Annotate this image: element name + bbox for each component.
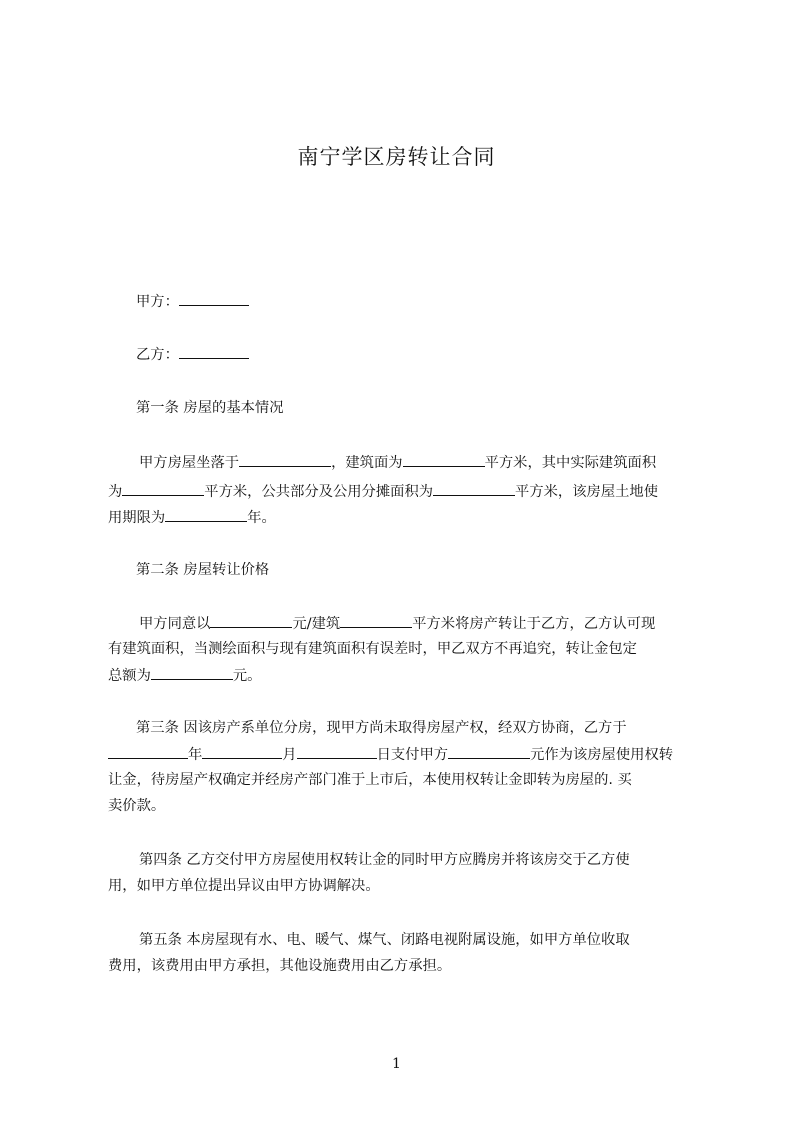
article3-line1: 第三条 因该房产系单位分房，现甲方尚未取得房屋产权，经双方协商，乙方于	[136, 720, 627, 736]
total-amount-blank	[151, 665, 233, 680]
text-segment: 总额为	[108, 668, 151, 684]
text-segment: 月	[282, 747, 297, 763]
party-a-line	[136, 291, 249, 312]
article5-line1: 第五条 本房屋现有水、电、暖气、煤气、闭路电视附属设施，如甲方单位收取	[139, 932, 630, 948]
actual-area-blank	[122, 481, 204, 496]
text-segment: 甲方房屋坐落于	[139, 455, 240, 471]
article5-line2: 费用，该费用由甲方承担，其他设施费用由乙方承担。	[108, 958, 452, 974]
article2-line2: 有建筑面积，当测绘面积与现有建筑面积有误差时，甲乙双方不再追究，转让金包定	[108, 641, 637, 657]
text-segment: 用期限为	[108, 510, 166, 526]
party-b-label: 乙方：	[136, 347, 179, 363]
article1-line1	[139, 452, 656, 473]
party-b-line	[136, 344, 249, 365]
article1-line2	[108, 481, 658, 502]
party-a-blank	[179, 291, 249, 306]
article3-line3: 让金，待房屋产权确定并经房产部门准于上市后，本使用权转让金即转为房屋的. 买	[108, 772, 632, 788]
month-blank	[202, 744, 282, 759]
text-segment: 元。	[232, 668, 262, 684]
text-segment: 日支付甲方	[376, 747, 449, 763]
article3-line2	[108, 744, 673, 765]
land-term-blank	[165, 507, 247, 522]
text-segment: 甲方同意以	[139, 616, 211, 632]
page-number: 1	[392, 1056, 401, 1072]
text-segment: 平方米，其中实际建筑面积	[484, 455, 657, 471]
text-segment: 平方米，公共部分及公用分摊面积为	[204, 484, 434, 500]
text-segment: 年。	[247, 510, 276, 526]
article1-line3	[108, 507, 276, 528]
year-blank	[108, 744, 188, 759]
party-a-label: 甲方：	[136, 294, 179, 310]
text-segment: 元作为该房屋使用权转	[530, 747, 674, 763]
article2-heading: 第二条 房屋转让价格	[136, 562, 270, 578]
party-b-blank	[179, 344, 249, 359]
document-title: 南宁学区房转让合同	[297, 145, 496, 169]
per-area-blank	[340, 613, 412, 628]
article1-heading: 第一条 房屋的基本情况	[136, 400, 284, 416]
text-segment: 元/建筑	[292, 616, 341, 632]
article2-line3	[108, 665, 261, 686]
day-blank	[297, 744, 377, 759]
text-segment: 为	[108, 484, 123, 500]
price-blank	[210, 613, 292, 628]
text-segment: ，建筑面为	[331, 455, 403, 471]
article4-line1: 第四条 乙方交付甲方房屋使用权转让金的同时甲方应腾房并将该房交于乙方使	[139, 852, 630, 868]
article4-line2: 用，如甲方单位提出异议由甲方协调解决。	[108, 878, 380, 894]
text-segment: 年	[188, 747, 203, 763]
article3-line4: 卖价款。	[108, 798, 166, 814]
area-blank	[403, 452, 485, 467]
payment-blank	[448, 744, 530, 759]
shared-area-blank	[433, 481, 515, 496]
article2-line1	[139, 613, 655, 634]
text-segment: 平方米将房产转让于乙方，乙方认可现	[412, 616, 656, 632]
location-blank	[239, 452, 331, 467]
text-segment: 平方米，该房屋土地使	[515, 484, 659, 500]
